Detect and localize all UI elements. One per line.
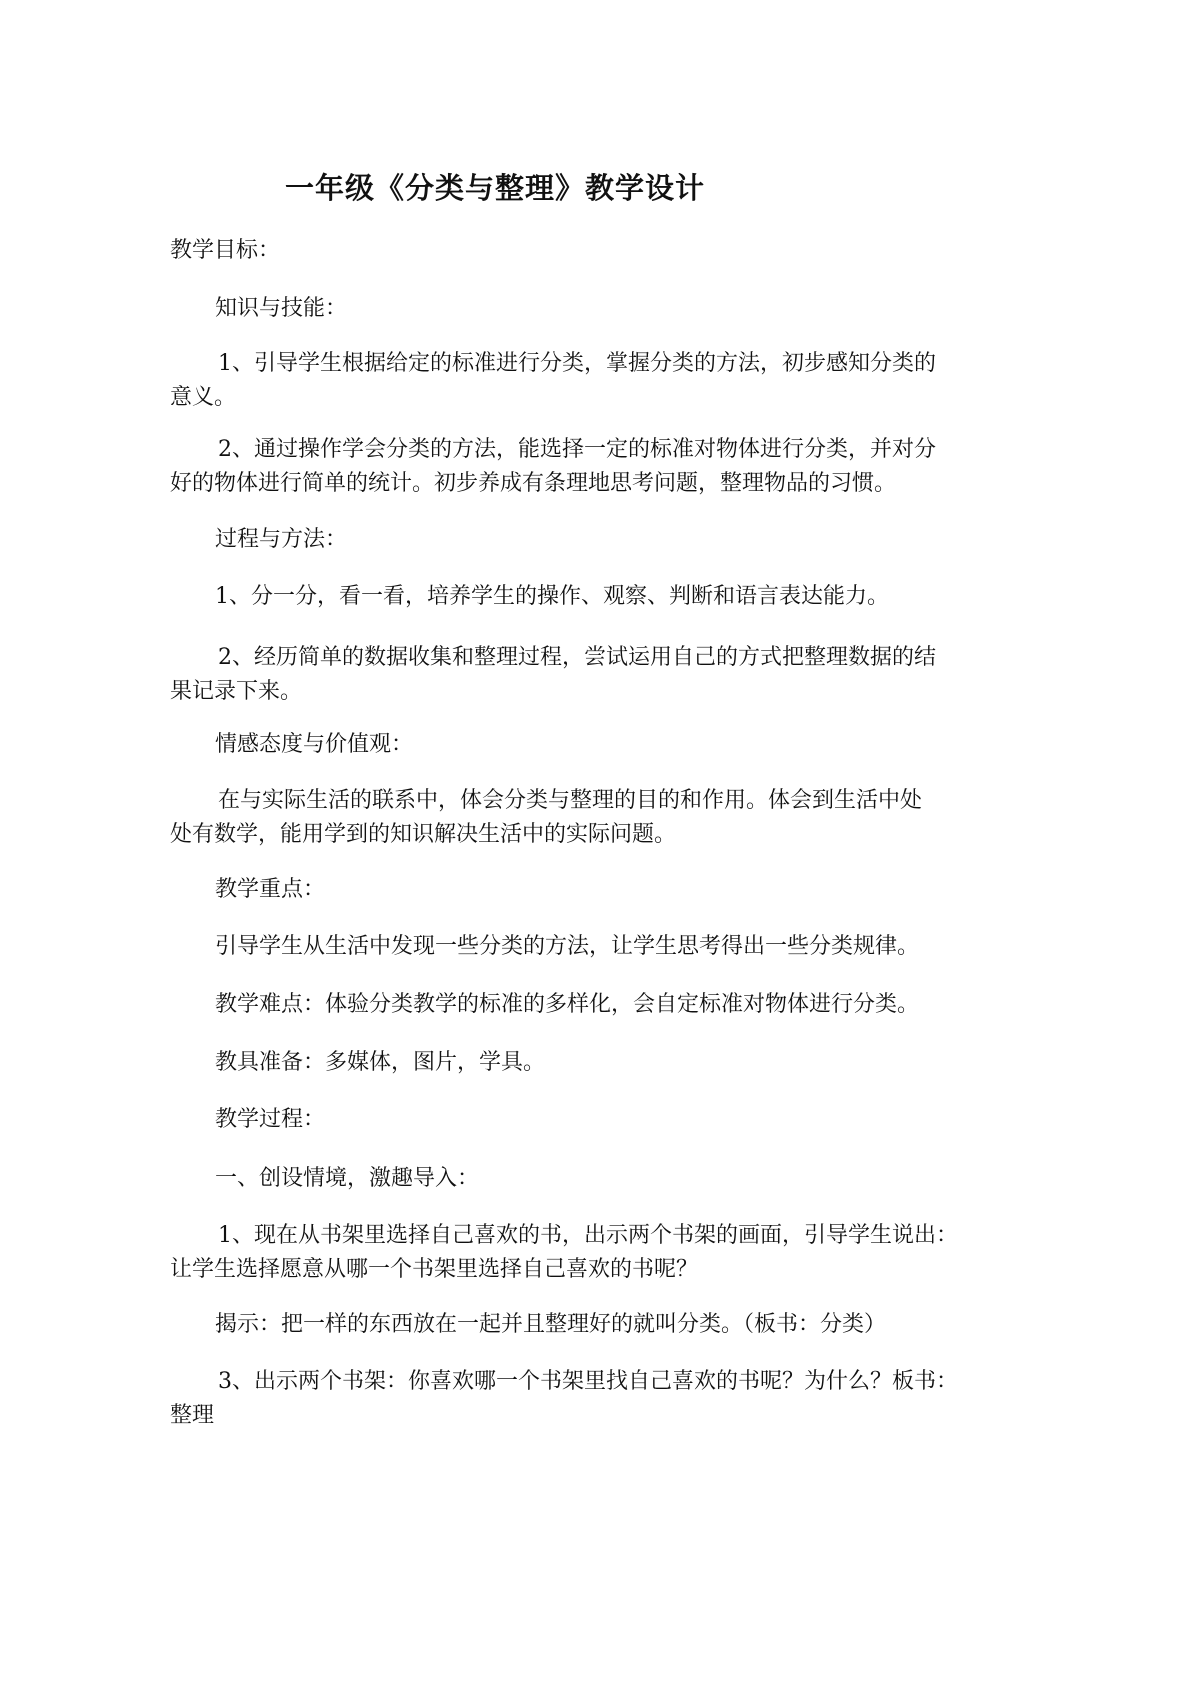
emotion-text bbox=[170, 784, 1000, 852]
step1-item-1-line2: 让学生选择愿意从哪一个书架里选择自己喜欢的书呢？ bbox=[170, 1257, 699, 1282]
knowledge-item-1-line1: 1、引导学生根据给定的标准进行分类，掌握分类的方法，初步感知分类的 bbox=[218, 351, 936, 376]
process-item-2-line1: 2、经历简单的数据收集和整理过程，尝试运用自己的方式把整理数据的结 bbox=[218, 645, 936, 670]
key-points-text: 引导学生从生活中发现一些分类的方法，让学生思考得出一些分类规律。 bbox=[215, 934, 920, 959]
document-title: 一年级《分类与整理》教学设计 bbox=[285, 171, 706, 205]
step1-heading: 一、创设情境，激趣导入： bbox=[215, 1166, 480, 1191]
difficulty-text: 教学难点：体验分类教学的标准的多样化，会自定标准对物体进行分类。 bbox=[215, 992, 920, 1017]
key-points-heading: 教学重点： bbox=[215, 877, 326, 902]
emotion-text-line2: 处有数学，能用学到的知识解决生活中的实际问题。 bbox=[170, 822, 677, 847]
emotion-heading: 情感态度与价值观： bbox=[215, 732, 414, 757]
step1-item-3-line1: 3、出示两个书架：你喜欢哪一个书架里找自己喜欢的书呢？为什么？板书： bbox=[218, 1369, 958, 1394]
goals-heading: 教学目标： bbox=[170, 238, 281, 263]
procedure-heading: 教学过程： bbox=[215, 1107, 326, 1132]
process-heading: 过程与方法： bbox=[215, 527, 348, 552]
step1-item-3-line2: 整理 bbox=[170, 1403, 215, 1428]
process-item-1: 1、分一分，看一看，培养学生的操作、观察、判断和语言表达能力。 bbox=[215, 584, 889, 609]
knowledge-item-1 bbox=[170, 347, 1000, 415]
step1-item-1 bbox=[170, 1219, 1000, 1287]
knowledge-heading: 知识与技能： bbox=[215, 296, 348, 321]
reveal-text: 揭示：把一样的东西放在一起并且整理好的就叫分类。（板书：分类） bbox=[215, 1312, 887, 1337]
process-item-2 bbox=[170, 641, 1000, 709]
knowledge-item-2-line1: 2、通过操作学会分类的方法，能选择一定的标准对物体进行分类，并对分 bbox=[218, 437, 936, 462]
emotion-text-line1: 在与实际生活的联系中，体会分类与整理的目的和作用。体会到生活中处 bbox=[218, 788, 923, 813]
step1-item-3 bbox=[170, 1365, 1000, 1433]
tools-text: 教具准备：多媒体，图片，学具。 bbox=[215, 1050, 546, 1075]
step1-item-1-line1: 1、现在从书架里选择自己喜欢的书，出示两个书架的画面，引导学生说出： bbox=[218, 1223, 958, 1248]
knowledge-item-1-line2: 意义。 bbox=[170, 385, 237, 410]
process-item-2-line2: 果记录下来。 bbox=[170, 679, 303, 704]
knowledge-item-2 bbox=[170, 433, 1000, 501]
knowledge-item-2-line2: 好的物体进行简单的统计。初步养成有条理地思考问题，整理物品的习惯。 bbox=[170, 471, 897, 496]
